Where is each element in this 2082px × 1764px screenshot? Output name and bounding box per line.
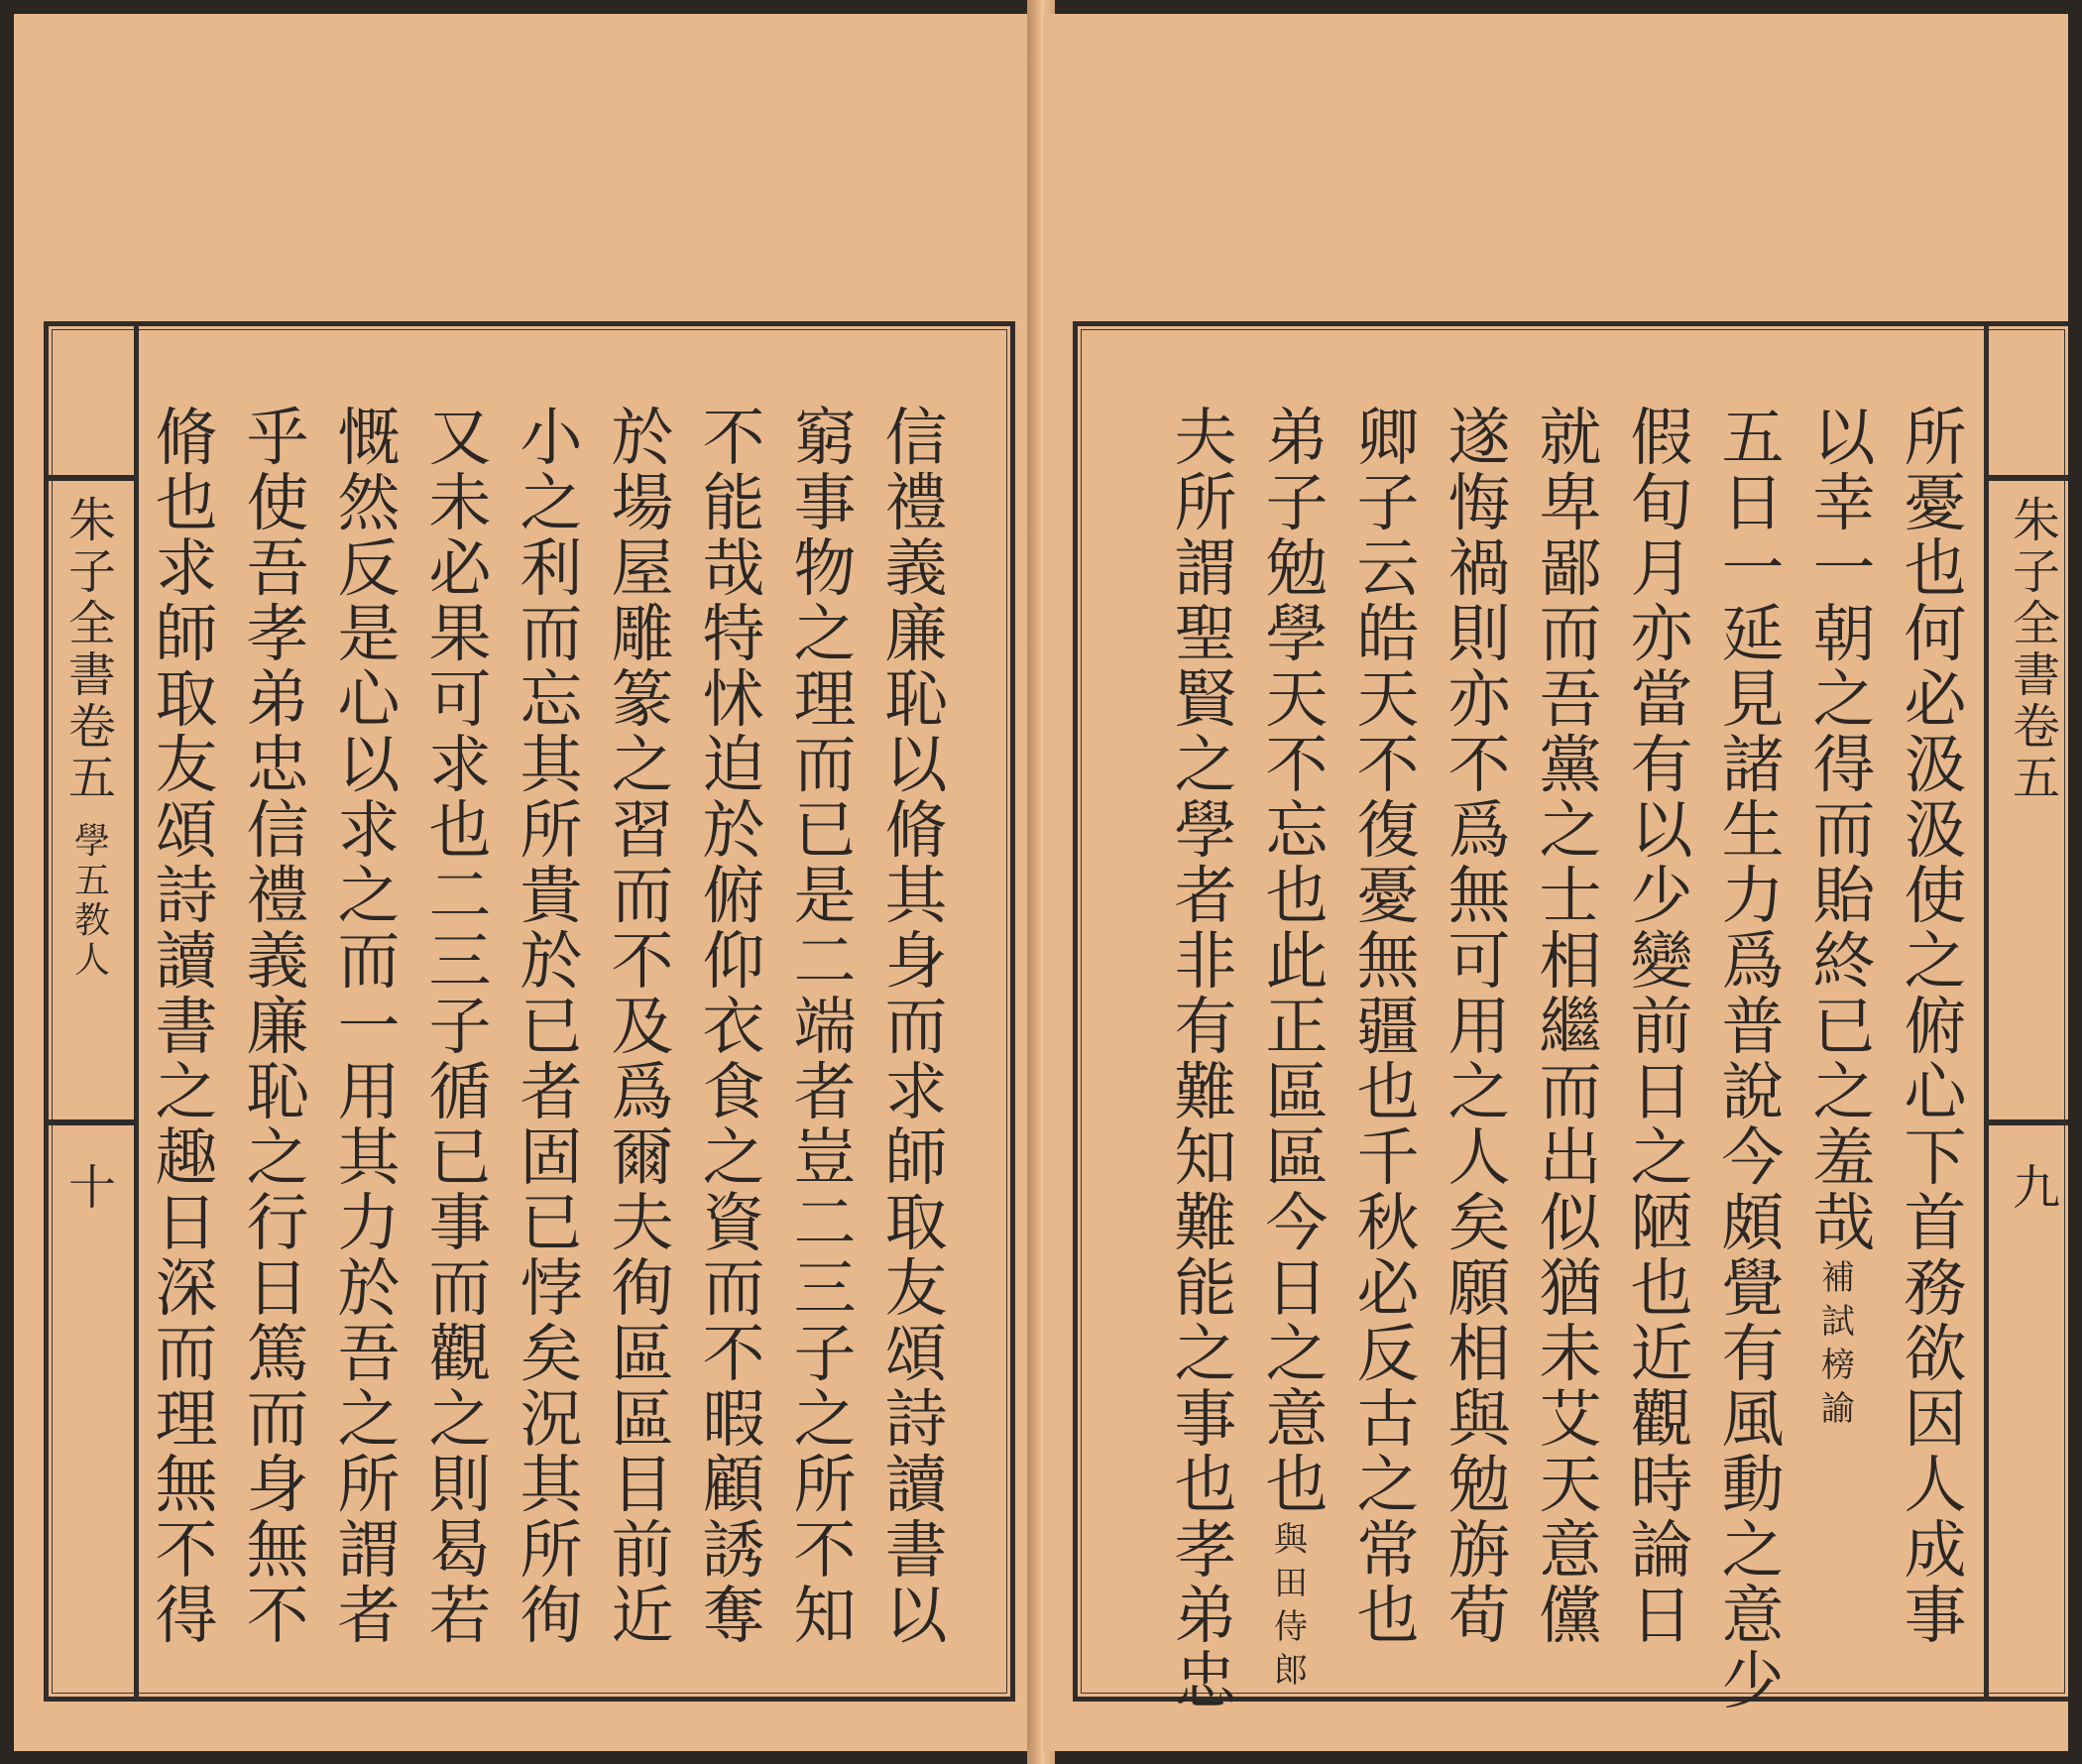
- spine-rule-top: [49, 475, 134, 481]
- spine-section: 學五 教人: [73, 821, 147, 981]
- text-column: 窮事物之理而已是二端者豈二三子之所不知: [793, 402, 857, 1652]
- text-column: 信禮義廉恥以脩其身而求師取友頌詩讀書以: [884, 402, 948, 1652]
- text-column: 以幸一朝之得而貽終已之羞哉: [1812, 402, 1876, 1259]
- annotation-note: 與田侍郎: [1274, 1520, 1308, 1691]
- text-column: 就卑鄙而吾黨之士相繼而出似猶未艾天意儻: [1539, 402, 1602, 1652]
- right-page-frame: [1073, 321, 2068, 1717]
- text-column: 慨然反是心以求之而一用其力於吾之所謂者: [337, 402, 401, 1652]
- spine-title: 朱子全書卷五: [67, 493, 116, 806]
- left-page: [14, 14, 1035, 1751]
- text-column: 夫所謂聖賢之學者非有難知難能之事也孝弟忠: [1174, 402, 1237, 1717]
- annotation-note: 補試榜諭: [1821, 1258, 1855, 1429]
- spine-title: 朱子全書卷五: [2012, 493, 2060, 806]
- text-column: 小之利而忘其所貴於已者固已悖矣況其所徇: [520, 402, 583, 1652]
- spine-folio: 十: [67, 1160, 116, 1216]
- left-page-frame: [44, 321, 1015, 1702]
- left-spine: [49, 326, 147, 1697]
- text-column: 所憂也何必汲汲使之俯心下首務欲因人成事: [1904, 402, 1967, 1652]
- text-column: 脩也求師取友頌詩讀書之趣日深而理無不得: [155, 402, 218, 1652]
- text-column: 假旬月亦當有以少變前日之陋也近觀時論日: [1630, 402, 1693, 1652]
- spine-folio: 九: [2012, 1160, 2060, 1216]
- spine-rule-top: [1989, 475, 2068, 481]
- text-column: 五日一延見諸生力爲普說今頗覺有風動之意少: [1721, 402, 1785, 1717]
- spine-rule-mid: [49, 1119, 134, 1125]
- right-page: [1043, 14, 2068, 1751]
- text-column: 又未必果可求也二三子循已事而觀之則曷若: [428, 402, 492, 1652]
- text-column: 乎使吾孝弟忠信禮義廉恥之行日篤而身無不: [246, 402, 309, 1652]
- text-column: 卿子云皓天不復憂無疆也千秋必反古之常也: [1356, 402, 1420, 1652]
- right-spine: [1984, 326, 2068, 1697]
- text-column: 遂悔禍則亦不爲無可用之人矣願相與勉旃荀: [1447, 402, 1511, 1652]
- text-column: 於場屋雕篆之習而不及爲爾夫徇區區目前近: [611, 402, 674, 1652]
- spine-rule-mid: [1989, 1119, 2068, 1125]
- text-column: 不能哉特怵迫於俯仰衣食之資而不暇顧誘奪: [702, 402, 765, 1652]
- text-column: 弟子勉學天不忘也此正區區今日之意也: [1265, 402, 1329, 1521]
